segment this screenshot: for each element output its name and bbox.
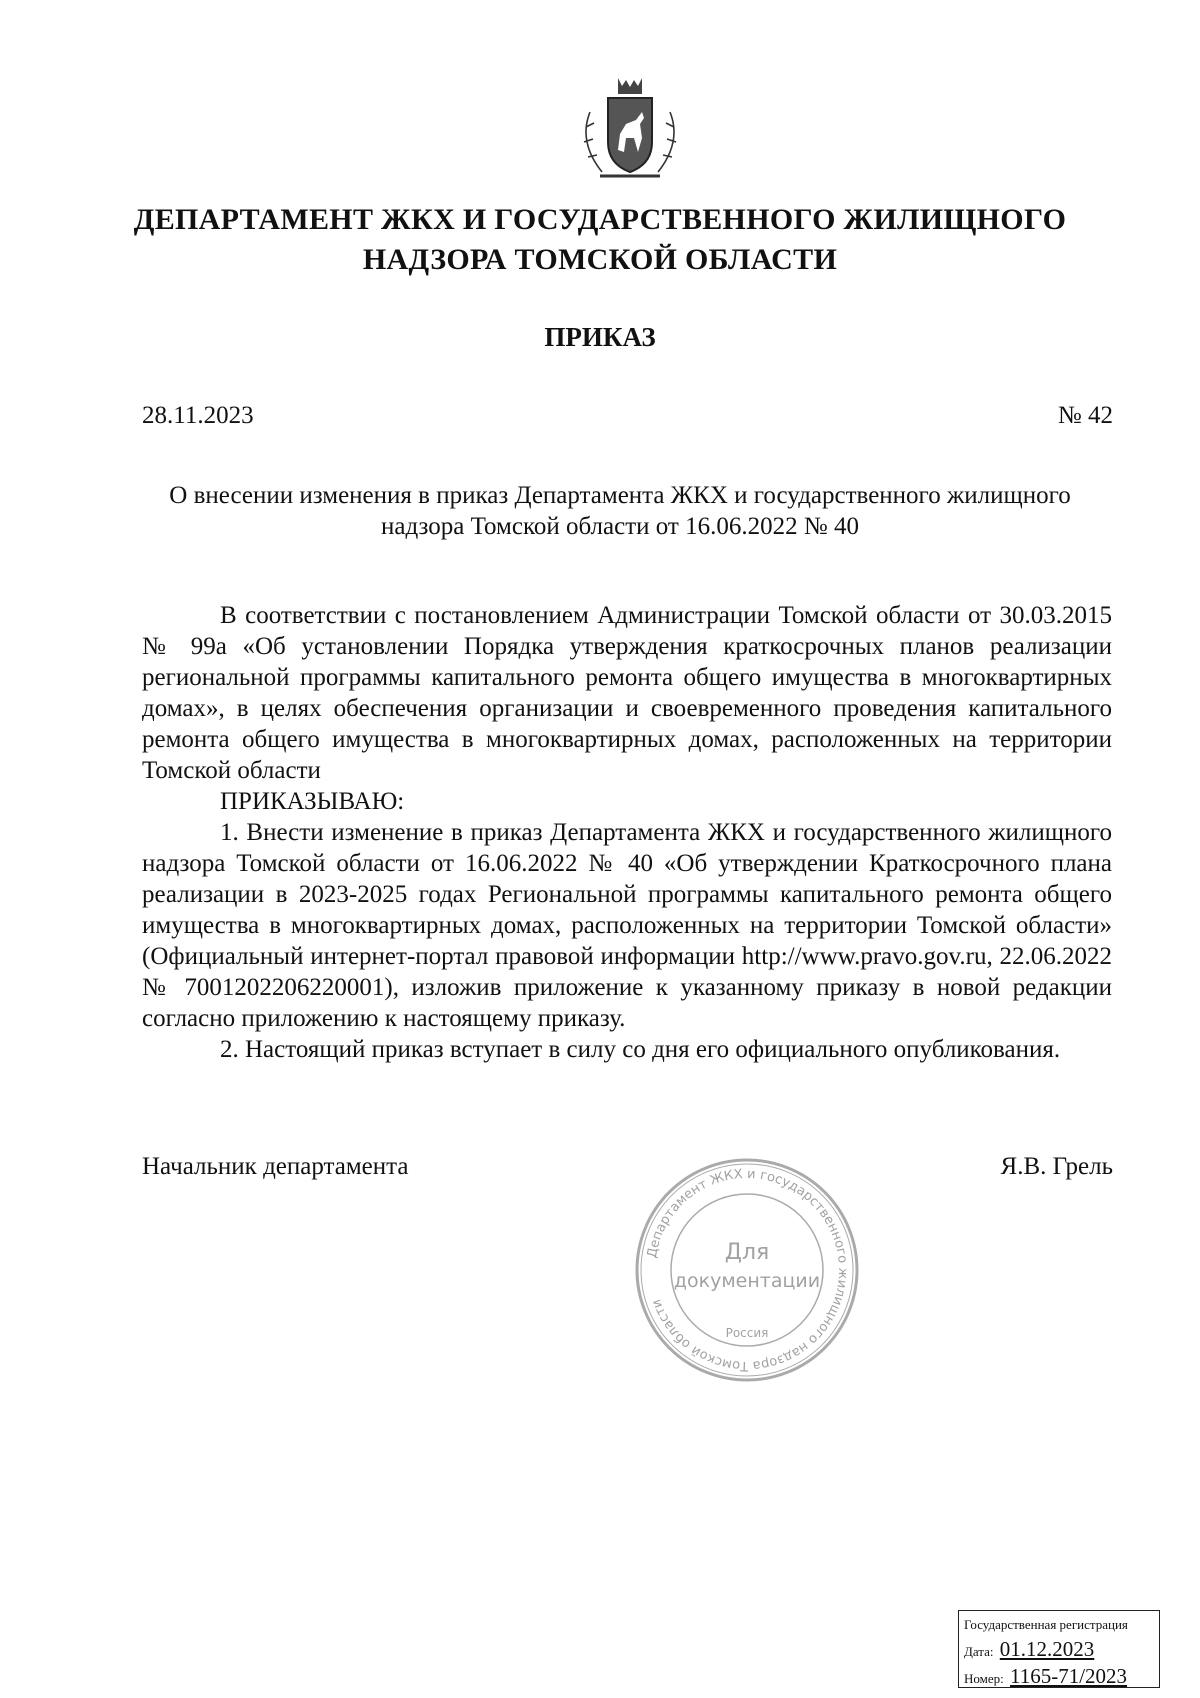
seal-center-line-1: Для [724,1240,770,1265]
seal-center-line-2: документации [673,1270,821,1292]
organization-title-line-1: ДЕПАРТАМЕНТ ЖКХ И ГОСУДАРСТВЕННОГО ЖИЛИЩНОГО [133,203,1067,236]
official-seal-icon [632,1155,862,1385]
registration-number-row [964,1664,1154,1688]
signatory-role: Начальник департамента [142,1153,409,1180]
registration-number-label: Номер: [964,1671,1004,1686]
registration-box [958,1610,1160,1688]
signatory-name: Я.В. Грель [1000,1153,1113,1180]
registration-title: Государственная регистрация [964,1617,1128,1632]
registration-date-value: 01.12.2023 [999,1637,1095,1661]
registration-number-value: 1165-71/2023 [1010,1664,1128,1688]
seal-ring-text: Департамент ЖКХ и государственного жилищного надзора Томской области [644,1166,851,1374]
document-type: ПРИКАЗ [544,322,656,352]
registration-date-row [964,1637,1154,1664]
order-item-1: 1. Внести изменение в приказ Департамента ЖКХ и государственного жилищного надзора Томской области от 16.06.2022 № 40 «Об утверждении Краткосрочного плана реализации в 2023-2025 годах Региональной программы капитального ремонта общего имущества в многоквартирных домах, расположенных на территории Томской области» (Официальный интернет-портал правовой информации http://www.pravo.gov.ru, 22.06.2022 № 7001202206220001), изложив приложение к указанному приказу в новой редакции согласно приложению к настоящему приказу. [142,819,1112,1032]
seal-bottom-text: Россия [725,1326,769,1340]
order-word: ПРИКАЗЫВАЮ: [220,788,405,815]
document-date: 28.11.2023 [142,402,254,429]
subject-line-1: О внесении изменения в приказ Департамента ЖКХ и государственного жилищного [169,482,1071,509]
document-number: № 42 [1057,402,1113,429]
registration-date-label: Дата: [964,1644,994,1659]
organization-title-line-2: НАДЗОРА ТОМСКОЙ ОБЛАСТИ [362,243,838,276]
document-body [142,600,1112,1065]
subject-line-2: надзора Томской области от 16.06.2022 № 40 [381,513,859,540]
coat-of-arms-icon [570,72,690,182]
order-item-2: 2. Настоящий приказ вступает в силу со дня его официального опубликования. [220,1036,1061,1063]
document-subject [130,480,1110,542]
organization-title [100,200,1100,280]
preamble-paragraph: В соответствии с постановлением Администрации Томской области от 30.03.2015 № 99а «Об установлении Порядка утверждения краткосрочных планов реализации региональной программы капитального ремонта общего имущества в многоквартирных домах», в целях обеспечения организации и своевременного проведения капитального ремонта общего имущества в многоквартирных домах, расположенных на территории Томской области [142,602,1112,784]
